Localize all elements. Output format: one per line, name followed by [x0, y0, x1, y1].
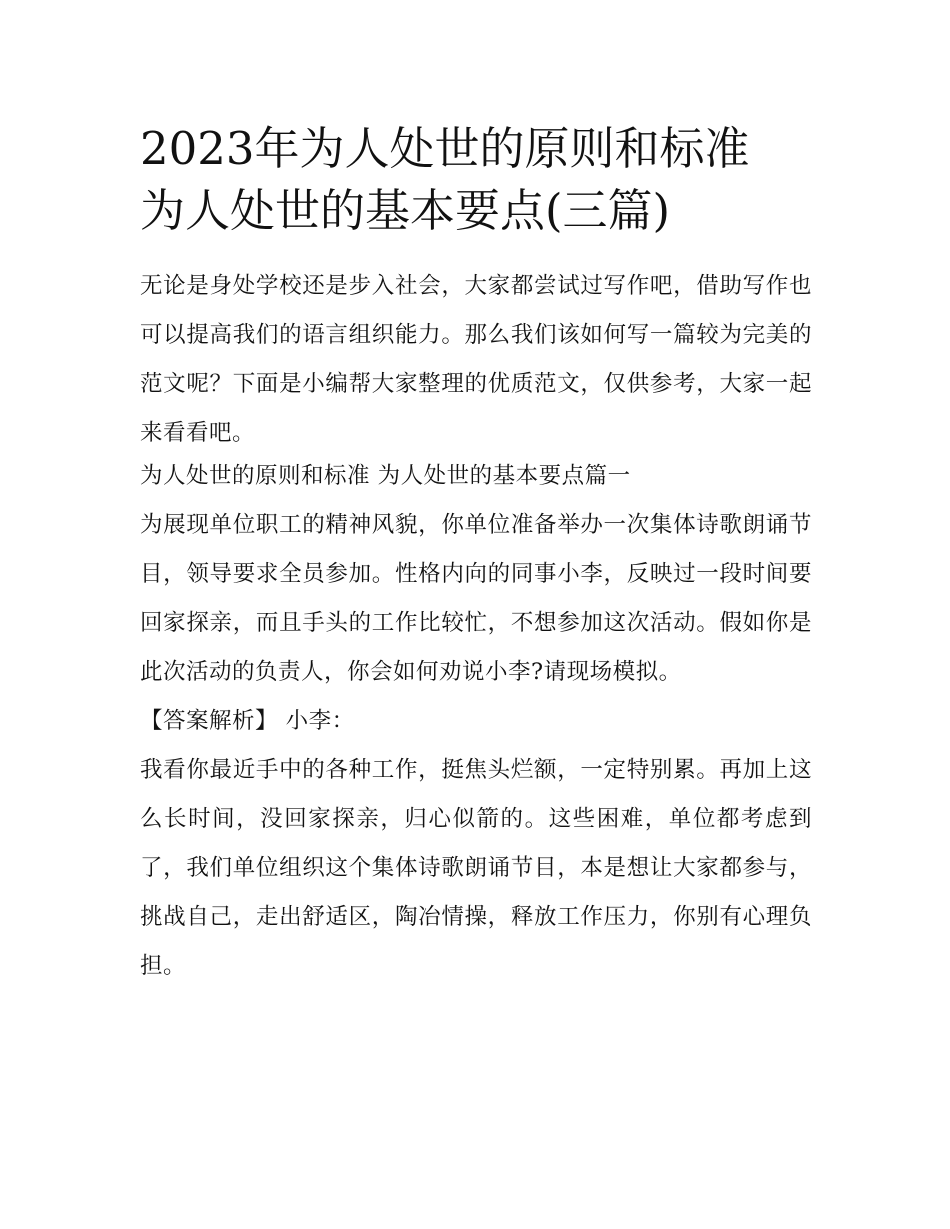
answer-paragraph: 我看你最近手中的各种工作，挺焦头烂额，一定特别累。再加上这么长时间，没回家探亲，归心似箭的。这些困难，单位都考虑到了，我们单位组织这个集体诗歌朗诵节目，本是想让大家都参与，挑战自己，走出舒适区，陶冶情操，释放工作压力，你别有心理负担。: [140, 757, 812, 979]
title-line-1: 2023年为人处世的原则和标准: [140, 122, 750, 175]
intro-paragraph: 无论是身处学校还是步入社会，大家都尝试过写作吧，借助写作也可以提高我们的语言组织能力。那么我们该如何写一篇较为完美的范文呢？下面是小编帮大家整理的优质范文，仅供参考，大家一起来看看吧。: [140, 273, 812, 446]
title-line-2: 为人处世的基本要点(三篇): [140, 184, 671, 237]
document-page: [140, 118, 812, 991]
document-title: [140, 118, 812, 242]
answer-label: 【答案解析】 小李：: [140, 708, 355, 734]
section-heading: 为人处世的原则和标准 为人处世的基本要点篇一: [140, 463, 631, 489]
question-paragraph: 为展现单位职工的精神风貌，你单位准备举办一次集体诗歌朗诵节目，领导要求全员参加。性格内向的同事小李，反映过一段时间要回家探亲，而且手头的工作比较忙，不想参加这次活动。假如你是此次活动的负责人，你会如何劝说小李?请现场模拟。: [140, 512, 812, 685]
